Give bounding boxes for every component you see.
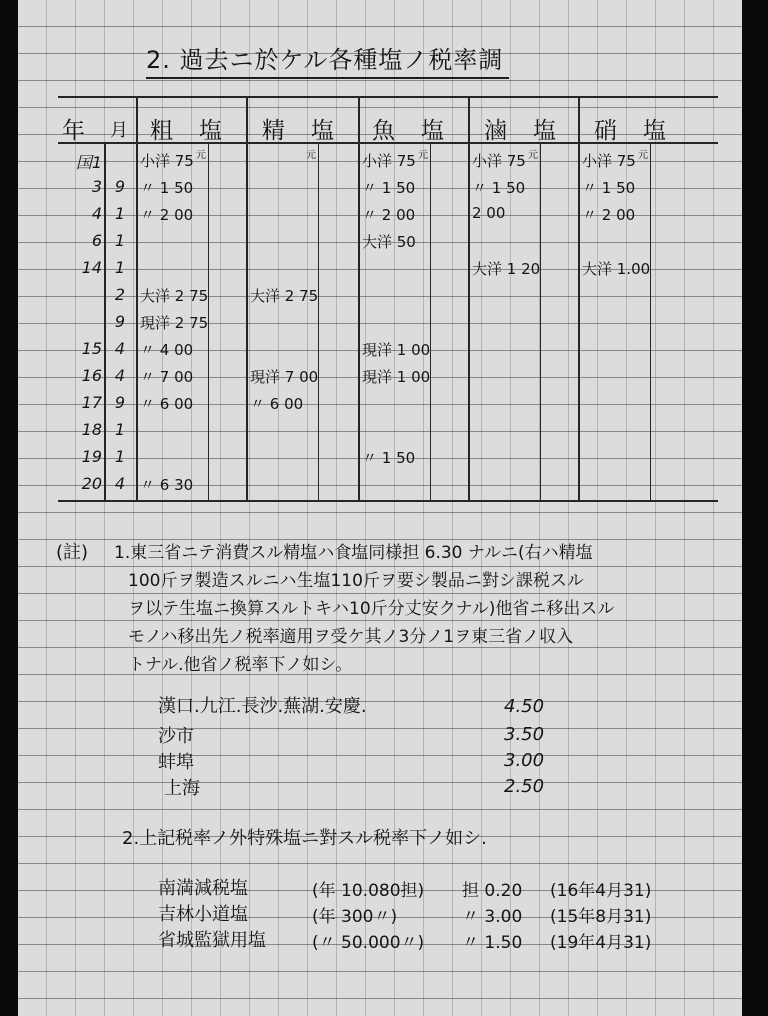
table-cell-crude: 〃 6 30 bbox=[140, 476, 194, 494]
table-cell-refined: 大洋 2 75 bbox=[250, 287, 319, 305]
table-cell-crude: 〃 4 00 bbox=[140, 341, 194, 359]
yen-mark-crude: 元 bbox=[196, 150, 206, 161]
table-cell-fish: 現洋 1 00 bbox=[362, 368, 431, 386]
table-cell-crude: 現洋 2 75 bbox=[140, 314, 209, 332]
table-cell-niter: 大洋 1.00 bbox=[582, 260, 651, 278]
city-name: 漢口.九江.長沙.蕪湖.安慶. bbox=[158, 696, 367, 717]
yen-mark-niter: 元 bbox=[638, 150, 648, 161]
table-cell-year: 4 bbox=[91, 204, 102, 223]
table-cell-fish: 〃 2 00 bbox=[362, 206, 416, 224]
special-salt-date: (19年4月31) bbox=[550, 933, 652, 953]
city-rate: 3.50 bbox=[504, 724, 545, 745]
note1-line-5: トナル.他省ノ税率下ノ如シ。 bbox=[128, 655, 353, 675]
special-salt-qty: (年 10.080担) bbox=[312, 881, 425, 901]
col-divider-fish bbox=[358, 96, 360, 500]
table-cell-crude: 〃 6 00 bbox=[140, 395, 194, 413]
note2-heading: 2.上記税率ノ外特殊塩ニ對スル税率下ノ如シ. bbox=[122, 828, 487, 849]
refined-sen-divider bbox=[318, 142, 319, 500]
table-cell-month: 4 bbox=[114, 366, 126, 385]
table-cell-pickle: 大洋 1 20 bbox=[472, 260, 541, 278]
table-cell-crude: 〃 1 50 bbox=[140, 179, 194, 197]
table-cell-year: 16 bbox=[81, 366, 102, 385]
header-niter-salt: 硝塩 bbox=[594, 118, 692, 144]
table-cell-year: 18 bbox=[81, 420, 102, 439]
table-cell-year: 20 bbox=[81, 474, 102, 493]
special-salt-name: 吉林小道塩 bbox=[158, 904, 248, 925]
table-cell-month: 4 bbox=[114, 474, 126, 493]
city-rate: 3.00 bbox=[504, 750, 545, 771]
table-cell-month: 9 bbox=[114, 177, 126, 196]
note1-line-1: 1.東三省ニテ消費スル精塩ハ食塩同様担 6.30 ナルニ(右ハ精塩 bbox=[114, 543, 593, 563]
table-header-top-rule bbox=[58, 96, 718, 98]
table-cell-fish: 〃 1 50 bbox=[362, 179, 416, 197]
table-cell-pickle: 〃 1 50 bbox=[472, 179, 526, 197]
city-rate: 2.50 bbox=[504, 776, 545, 797]
table-cell-crude: 小洋 75 bbox=[140, 152, 194, 170]
table-cell-year: 17 bbox=[81, 393, 102, 412]
header-refined-salt: 精塩 bbox=[262, 118, 360, 144]
table-cell-year: 19 bbox=[81, 447, 102, 466]
special-salt-date: (16年4月31) bbox=[550, 881, 652, 901]
col-divider-refined bbox=[246, 96, 248, 500]
table-cell-refined: 〃 6 00 bbox=[250, 395, 304, 413]
table-cell-niter: 〃 2 00 bbox=[582, 206, 636, 224]
special-salt-name: 南満減税塩 bbox=[158, 878, 248, 899]
document-sheet bbox=[18, 0, 742, 1016]
table-cell-year: 15 bbox=[81, 339, 102, 358]
special-salt-qty: (年 300〃) bbox=[312, 907, 398, 927]
special-salt-rate: 担 0.20 bbox=[462, 881, 523, 901]
yen-mark-fish: 元 bbox=[418, 150, 428, 161]
table-cell-refined: 現洋 7 00 bbox=[250, 368, 319, 386]
note1-line-2: 100斤ヲ製造スルニハ生塩110斤ヲ要シ製品ニ對シ課税スル bbox=[128, 571, 584, 591]
header-month: 月 bbox=[110, 120, 136, 141]
col-divider-niter bbox=[578, 96, 580, 500]
table-cell-month: 1 bbox=[114, 447, 126, 466]
table-cell-crude: 〃 2 00 bbox=[140, 206, 194, 224]
table-cell-year: 14 bbox=[81, 258, 102, 277]
special-salt-rate: 〃 3.00 bbox=[462, 907, 523, 927]
table-cell-year: 3 bbox=[91, 177, 102, 196]
yen-mark-pickle: 元 bbox=[528, 150, 538, 161]
yen-mark-refined: 元 bbox=[306, 150, 316, 161]
col-divider-pickle bbox=[468, 96, 470, 500]
table-cell-month: 1 bbox=[114, 420, 126, 439]
page-title: 2. 過去ニ於ケル各種塩ノ税率調 bbox=[146, 40, 509, 79]
table-cell-pickle: 2 00 bbox=[472, 204, 506, 222]
header-pickle-salt: 滷塩 bbox=[484, 118, 582, 144]
table-cell-month: 1 bbox=[114, 231, 126, 250]
special-salt-date: (15年8月31) bbox=[550, 907, 652, 927]
city-rate: 4.50 bbox=[504, 696, 545, 717]
city-name: 上海 bbox=[164, 778, 200, 799]
note1-line-4: モノハ移出先ノ税率適用ヲ受ケ其ノ3分ノ1ヲ東三省ノ収入 bbox=[128, 627, 574, 647]
table-cell-pickle: 小洋 75 bbox=[472, 152, 526, 170]
table-cell-month: 9 bbox=[114, 393, 126, 412]
table-cell-fish: 現洋 1 00 bbox=[362, 341, 431, 359]
special-salt-rate: 〃 1.50 bbox=[462, 933, 523, 953]
table-cell-crude: 大洋 2 75 bbox=[140, 287, 209, 305]
table-cell-month: 4 bbox=[114, 339, 126, 358]
city-name: 沙市 bbox=[158, 726, 194, 747]
table-cell-crude: 〃 7 00 bbox=[140, 368, 194, 386]
table-cell-fish: 〃 1 50 bbox=[362, 449, 416, 467]
table-cell-niter: 〃 1 50 bbox=[582, 179, 636, 197]
table-cell-fish: 小洋 75 bbox=[362, 152, 416, 170]
city-name: 蚌埠 bbox=[158, 752, 194, 773]
special-salt-name: 省城監獄用塩 bbox=[158, 930, 266, 951]
table-cell-month: 2 bbox=[114, 285, 126, 304]
table-cell-month: 1 bbox=[114, 204, 126, 223]
special-salt-qty: (〃 50.000〃) bbox=[312, 933, 425, 953]
table-cell-niter: 小洋 75 bbox=[582, 152, 636, 170]
note-label: (註) bbox=[56, 542, 89, 563]
table-bottom-rule bbox=[58, 500, 718, 502]
header-year: 年 bbox=[62, 118, 93, 144]
table-cell-year: 6 bbox=[91, 231, 102, 250]
note1-line-3: ヲ以テ生塩ニ換算スルトキハ10斤分丈安クナル)他省ニ移出スル bbox=[128, 599, 615, 619]
table-cell-fish: 大洋 50 bbox=[362, 233, 416, 251]
table-cell-year: 国1 bbox=[75, 153, 102, 172]
header-crude-salt: 粗塩 bbox=[150, 118, 248, 144]
header-fish-salt: 魚塩 bbox=[372, 118, 470, 144]
table-cell-month: 9 bbox=[114, 312, 126, 331]
table-cell-month: 1 bbox=[114, 258, 126, 277]
col-divider-crude bbox=[136, 96, 138, 500]
